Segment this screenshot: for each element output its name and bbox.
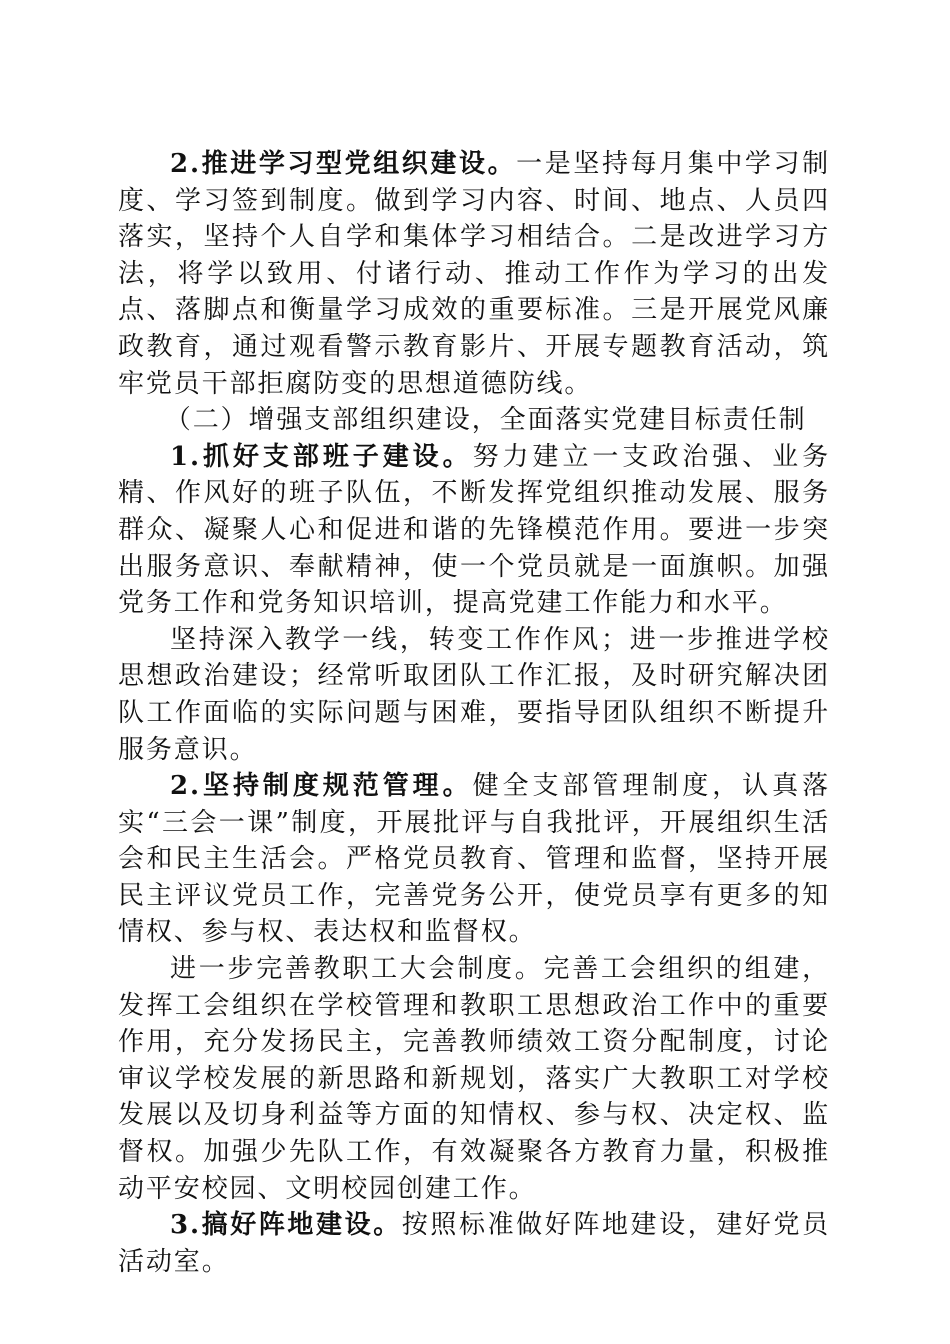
paragraph-heading: 2.推进学习型党组织建设。 (170, 149, 517, 179)
paragraph-text: 努力建立一支政治强、业务精、作风好的班子队伍，不断发挥党组织推动发展、服务群众、凝聚人心和促进和谐的先锋模范作用。要进一步突出服务意识、奉献精神，使一个党员就是一面旗帜。加强党务工作和党务知识培训，提高党建工作能力和水平。 (118, 441, 830, 619)
paragraph-study-organization (118, 146, 830, 402)
document-body (118, 146, 830, 1280)
paragraph-position-construction (118, 1207, 830, 1280)
paragraph-branch-team (118, 439, 830, 622)
section-heading-branch-organization: （二）增强支部组织建设，全面落实党建目标责任制 (164, 405, 807, 436)
paragraph-text: 一是坚持每月集中学习制度、学习签到制度。做到学习内容、时间、地点、人员四落实，坚持个人自学和集体学习相结合。二是改进学习方法，将学以致用、付诸行动、推动工作作为学习的出发点、落脚点和衡量学习成效的重要标准。三是开展党风廉政教育，通过观看警示教育影片、开展专题教育活动，筑牢党员干部拒腐防变的思想道德防线。 (118, 149, 831, 399)
paragraph-heading: 3.搞好阵地建设。 (170, 1210, 402, 1241)
paragraph-text: 健全支部管理制度，认真落实“三会一课”制度，开展批评与自我批评，开展组织生活会和民主生活会。严格党员教育、管理和监督，坚持开展民主评议党员工作，完善党务公开，使党员享有更多的知情权、参与权、表达权和监督权。 (118, 771, 830, 948)
paragraph-system-management (118, 768, 830, 951)
paragraph-heading: 2.坚持制度规范管理。 (170, 771, 473, 802)
paragraph-staff-congress: 进一步完善教职工大会制度。完善工会组织的组建，发挥工会组织在学校管理和教职工思想政治工作中的重要作用，充分发扬民主，完善教师绩效工资分配制度，讨论审议学校发展的新思路和新规划，落实广大教职工对学校发展以及切身利益等方面的知情权、参与权、决定权、监督权。加强少先队工作，有效凝聚各方教育力量，积极推动平安校园、文明校园创建工作。 (118, 954, 830, 1204)
paragraph-teaching-frontline: 坚持深入教学一线，转变工作作风；进一步推进学校思想政治建设；经常听取团队工作汇报，及时研究解决团队工作面临的实际问题与困难，要指导团队组织不断提升服务意识。 (118, 624, 830, 765)
paragraph-heading: 1.抓好支部班子建设。 (170, 441, 473, 472)
paragraph-text: 按照标准做好阵地建设，建好党员活动室。 (118, 1210, 830, 1277)
